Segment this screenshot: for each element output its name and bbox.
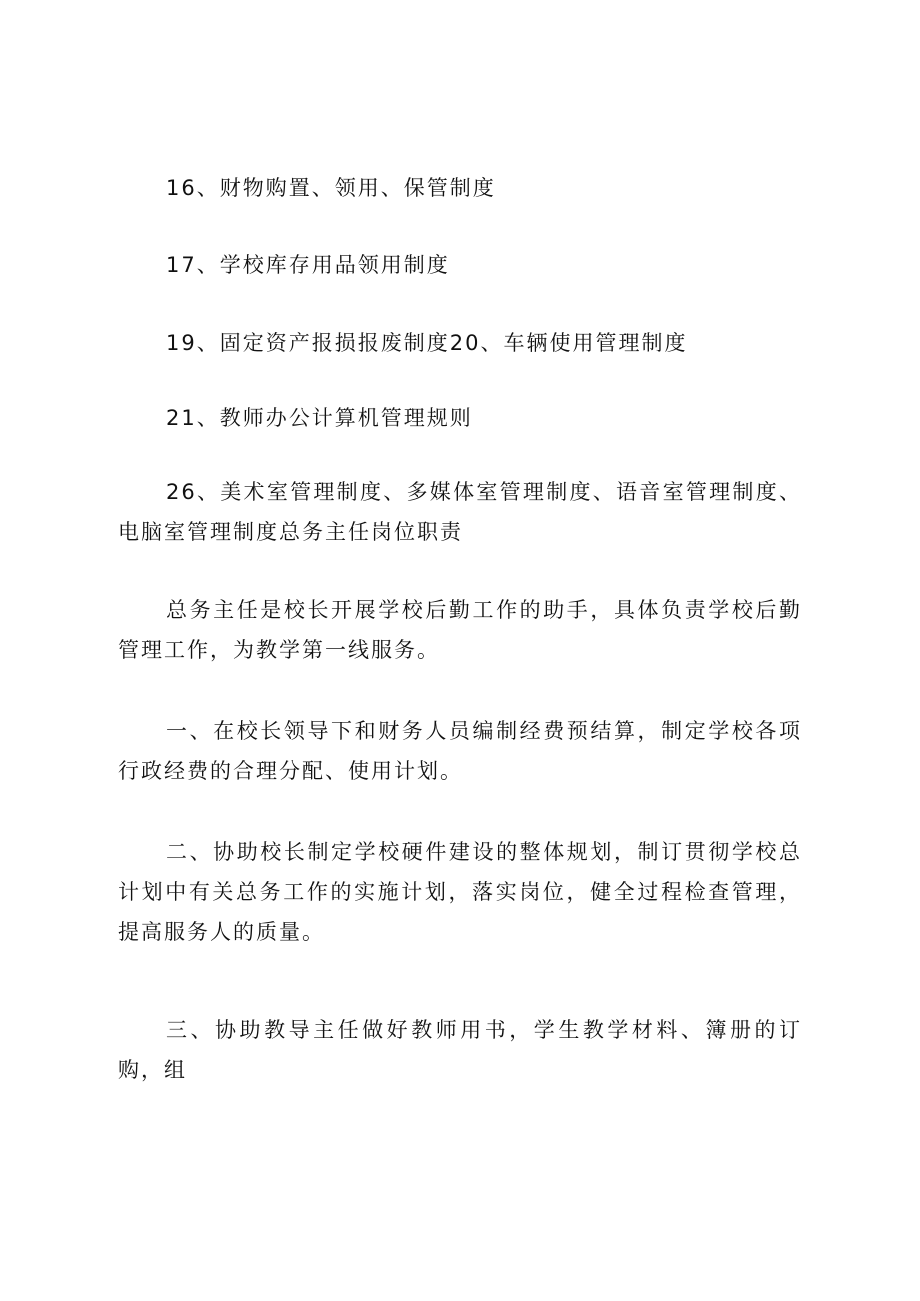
paragraph-rule-21: 21、教师办公计算机管理规则: [166, 406, 473, 430]
paragraph-role-intro: 总务主任是校长开展学校后勤工作的助手，具体负责学校后勤管理工作，为教学第一线服务。: [118, 598, 802, 662]
paragraph-rule-16: 16、财物购置、领用、保管制度: [166, 176, 496, 200]
paragraph-rule-26: 26、美术室管理制度、多媒体室管理制度、语音室管理制度、电脑室管理制度总务主任岗位职责: [118, 480, 802, 544]
paragraph-duty-1: 一、在校长领导下和财务人员编制经费预结算，制定学校各项行政经费的合理分配、使用计划。: [118, 719, 802, 783]
paragraph-rule-17: 17、学校库存用品领用制度: [166, 253, 450, 277]
paragraph-rule-19-20: 19、固定资产报损报废制度20、车辆使用管理制度: [166, 331, 688, 355]
paragraph-duty-2: 二、协助校长制定学校硬件建设的整体规划，制订贯彻学校总计划中有关总务工作的实施计划，落实岗位，健全过程检查管理，提高服务人的质量。: [118, 840, 802, 944]
paragraph-duty-3: 三、协助教导主任做好教师用书，学生教学材料、簿册的订购，组: [118, 1018, 802, 1082]
